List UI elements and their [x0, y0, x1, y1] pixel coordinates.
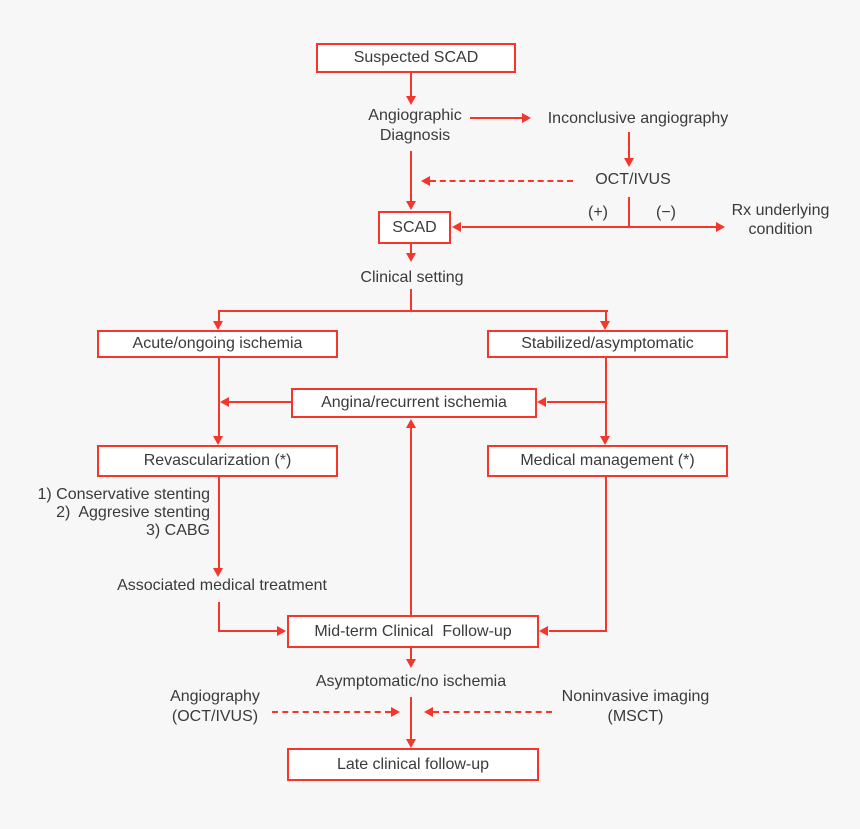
connector-stabilized-to-medical [605, 358, 607, 436]
connector-branch-right-stub [605, 311, 607, 321]
rx-line2: condition [748, 221, 813, 238]
connector-midterm-to-asymptomatic [410, 648, 412, 659]
arrowhead-left-icon [424, 707, 433, 717]
noninvasive-line1: Noninvasive imaging [561, 688, 710, 705]
angiographic-diagnosis-label [340, 106, 490, 146]
connector-asymptomatic-to-late [410, 697, 412, 739]
suspected-scad-box [316, 43, 516, 73]
arrowhead-right-icon [522, 113, 531, 123]
noninvasive-imaging-msct-label [528, 687, 743, 727]
arrowhead-right-icon [277, 626, 286, 636]
medical-management-box [487, 445, 728, 477]
minus-label: (−) [656, 204, 676, 221]
acute-ongoing-ischemia-box [97, 330, 338, 358]
connector-midterm-to-angina [410, 428, 412, 615]
connector-medical-elbow-horizontal [549, 630, 606, 632]
arrowhead-down-icon [406, 96, 416, 105]
arrowhead-down-icon [406, 739, 416, 748]
angiography-oct-ivus-label [150, 687, 280, 727]
connector-medical-elbow-vertical [605, 477, 607, 632]
midterm-followup-box [287, 615, 539, 648]
oct-ivus-label: OCT/IVUS [595, 171, 671, 188]
rx-underlying-condition-label [718, 201, 843, 239]
stenting-option-3: 3) CABG [145, 522, 210, 539]
connector-revascularization-to-associated [218, 477, 220, 568]
arrowhead-down-icon [213, 436, 223, 445]
connector-clinical-setting-stem [410, 289, 412, 311]
revascularization-label: Revascularization (*) [143, 452, 292, 469]
connector-inconclusive-to-octivus [628, 132, 630, 158]
noninvasive-line2: (MSCT) [607, 708, 664, 725]
connector-branch-left-stub [218, 311, 220, 321]
late-followup-box [287, 748, 539, 781]
late-followup-label: Late clinical follow-up [336, 755, 490, 773]
arrowhead-left-icon [452, 222, 461, 232]
suspected-scad-label: Suspected SCAD [353, 49, 479, 66]
stenting-option-1: 1) Conservative stenting [37, 486, 210, 503]
arrowhead-down-icon [624, 158, 634, 167]
arrowhead-down-icon [213, 321, 223, 330]
connector-octivus-to-junction [628, 197, 630, 227]
scad-label: SCAD [392, 218, 437, 236]
arrowhead-down-icon [213, 568, 223, 577]
connector-suspected-to-angiographic [410, 73, 412, 96]
connector-angina-to-left [229, 401, 291, 403]
angiographic-line1: Angiographic [368, 107, 462, 124]
arrowhead-left-icon [421, 176, 430, 186]
arrowhead-right-icon [716, 222, 725, 232]
angiography-line1: Angiography [170, 688, 260, 705]
revascularization-box [97, 445, 338, 477]
angiography-line2: (OCT/IVUS) [171, 708, 259, 725]
connector-angiographic-to-inconclusive [470, 117, 522, 119]
stabilized-asymptomatic-box [487, 330, 728, 358]
connector-associated-elbow-horizontal [218, 630, 277, 632]
arrowhead-down-icon [600, 436, 610, 445]
connector-right-to-angina [547, 401, 606, 403]
arrowhead-right-icon [391, 707, 400, 717]
connector-angiographic-to-scad [410, 151, 412, 201]
associated-medical-treatment-label: Associated medical treatment [117, 577, 327, 594]
connector-branch-horizontal [218, 310, 608, 312]
acute-ongoing-ischemia-label: Acute/ongoing ischemia [132, 335, 303, 352]
stenting-options-list [20, 486, 210, 540]
plus-label: (+) [588, 204, 608, 221]
inconclusive-angiography-label: Inconclusive angiography [547, 110, 729, 127]
connector-junction-horizontal [462, 226, 716, 228]
connector-angiography-dashed [272, 711, 391, 713]
stabilized-asymptomatic-label: Stabilized/asymptomatic [521, 335, 694, 352]
arrowhead-down-icon [600, 321, 610, 330]
arrowhead-down-icon [406, 201, 416, 210]
arrowhead-up-icon [406, 419, 416, 428]
clinical-setting-label: Clinical setting [360, 269, 464, 286]
scad-box [378, 211, 451, 244]
connector-associated-elbow-vertical [218, 602, 220, 632]
angiographic-line2: Diagnosis [379, 127, 451, 144]
connector-scad-to-clinical-setting [410, 244, 412, 253]
arrowhead-left-icon [537, 397, 546, 407]
medical-management-label: Medical management (*) [520, 452, 695, 469]
stenting-option-2: 2) Aggresive stenting [56, 504, 210, 521]
arrowhead-down-icon [406, 659, 416, 668]
midterm-followup-label: Mid-term Clinical Follow-up [314, 622, 512, 640]
connector-octivus-dashed-feedback [430, 180, 573, 182]
arrowhead-left-icon [539, 626, 548, 636]
asymptomatic-no-ischemia-label: Asymptomatic/no ischemia [315, 673, 507, 690]
angina-recurrent-ischemia-label: Angina/recurrent ischemia [321, 394, 507, 411]
arrowhead-left-icon [220, 397, 229, 407]
angina-recurrent-ischemia-box [291, 388, 537, 418]
connector-noninvasive-dashed [433, 711, 552, 713]
arrowhead-down-icon [406, 253, 416, 262]
rx-line1: Rx underlying [731, 202, 830, 219]
